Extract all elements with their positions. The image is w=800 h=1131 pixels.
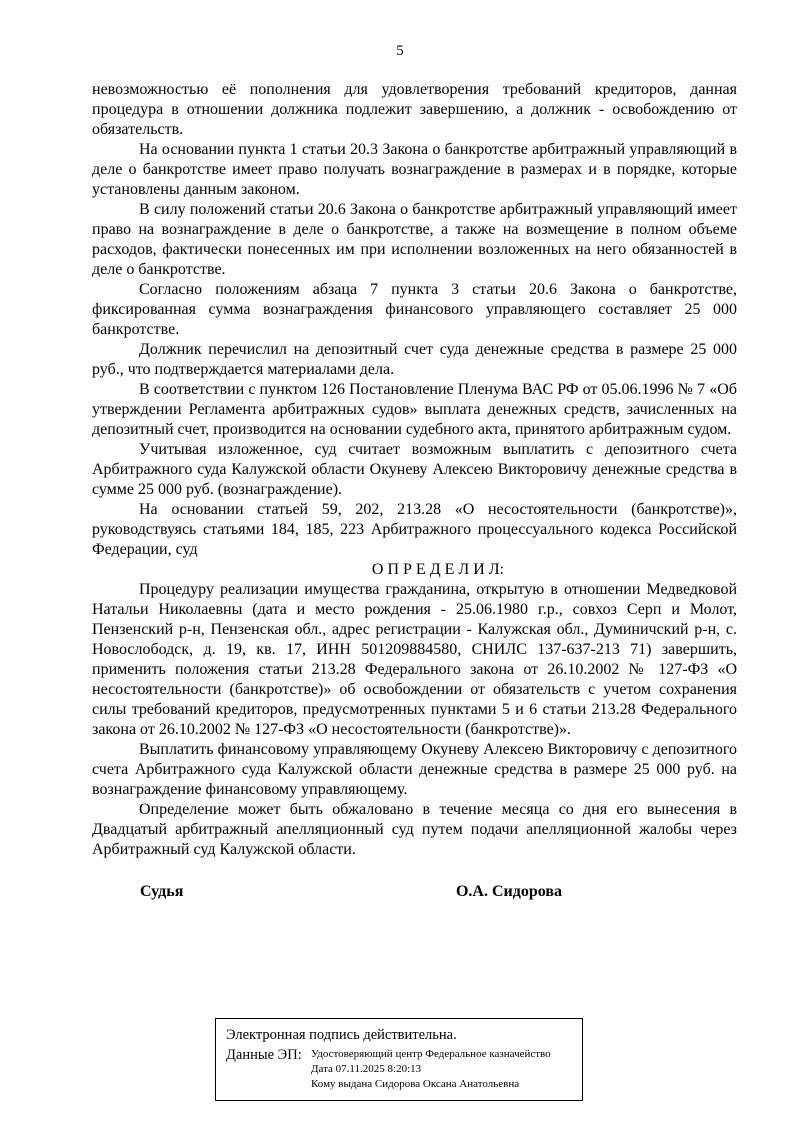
- stamp-detail-date: Дата 07.11.2025 8:20:13: [311, 1063, 422, 1075]
- paragraph: Процедуру реализации имущества гражданина, открытую в отношении Медведковой Натальи Николаевны (дата и место рождения - 25.06.1980 г.р., совхоз Серп и Молот, Пензенский р-н, Пензенская обл., адрес регистрации - Калужская обл., Думиничский р-н, с. Новослободск, д. 19, кв. 17, ИНН 501209884580, СНИЛС 137-637-213 71) завершить, применить положения статьи 213.28 Федерального закона от 26.10.2002 № 127-ФЗ «О несостоятельности (банкротстве)» об освобождении от обязательств с учетом сохранения силы требований кредиторов, предусмотренных пунктами 5 и 6 статьи 213.28 Федерального закона от 26.10.2002 № 127-ФЗ «О несостоятельности (банкротстве)».: [92, 581, 737, 738]
- stamp-detail-issued-to: Кому выдана Сидорова Оксана Анатольевна: [311, 1078, 520, 1090]
- stamp-details: [311, 1047, 551, 1092]
- paragraph: Определение может быть обжаловано в течение месяца со дня его вынесения в Двадцатый арбитражный апелляционный суд путем подачи апелляционной жалобы через Арбитражный суд Калужской области.: [92, 801, 737, 858]
- ruling-heading: О П Р Е Д Е Л И Л:: [371, 561, 505, 578]
- paragraph: Должник перечислил на депозитный счет суда денежные средства в размере 25 000 руб., что подтверждается материалами дела.: [92, 341, 737, 378]
- page-number: 5: [396, 43, 404, 59]
- stamp-data-label: Данные ЭП:: [226, 1047, 302, 1063]
- paragraph: На основании пункта 1 статьи 20.3 Закона о банкротстве арбитражный управляющий в деле о банкротстве имеет право получать вознаграждение в размерах и в порядке, которые установлены данным законом.: [92, 141, 737, 198]
- paragraph: В силу положений статьи 20.6 Закона о банкротстве арбитражный управляющий имеет право на вознаграждение в деле о банкротстве, а также на возмещение в полном объеме расходов, фактически понесенных им при исполнении возложенных на него обязанностей в деле о банкротстве.: [92, 201, 737, 278]
- paragraph: Выплатить финансовому управляющему Окуневу Алексею Викторовичу с депозитного счета Арбитражного суда Калужской области денежные средства в размере 25 000 руб. на вознаграждение финансовому управляющему.: [92, 741, 737, 798]
- electronic-signature-stamp: [215, 1018, 583, 1101]
- paragraph: Учитывая изложенное, суд считает возможным выплатить с депозитного счета Арбитражного суда Калужской области Окуневу Алексею Викторовичу денежные средства в сумме 25 000 руб. (вознаграждение).: [92, 441, 737, 498]
- paragraph: На основании статьей 59, 202, 213.28 «О несостоятельности (банкротстве)», руководствуясь статьями 184, 185, 223 Арбитражного процессуального кодекса Российской Федерации, суд: [92, 501, 737, 558]
- stamp-data-row: [226, 1047, 572, 1092]
- paragraph: В соответствии с пунктом 126 Постановление Пленума ВАС РФ от 05.06.1996 № 7 «Об утверждении Регламента арбитражных судов» выплата денежных средств, зачисленных на депозитный счет, производится на основании судебного акта, принятого арбитражным судом.: [92, 381, 737, 438]
- judge-label: Судья: [140, 883, 184, 900]
- document-body: [92, 80, 737, 902]
- signature-row: [92, 882, 737, 902]
- stamp-detail-certifying-center: Удостоверяющий центр Федеральное казначейство: [311, 1048, 551, 1060]
- stamp-validity-line: Электронная подпись действительна.: [226, 1027, 457, 1043]
- judge-name: О.А. Сидорова: [455, 883, 562, 900]
- paragraph: невозможностью её пополнения для удовлетворения требований кредиторов, данная процедура в отношении должника подлежит завершению, а должник - освобождению от обязательств.: [92, 81, 737, 138]
- paragraph: Согласно положениям абзаца 7 пункта 3 статьи 20.6 Закона о банкротстве, фиксированная сумма вознаграждения финансового управляющего составляет 25 000 банкротстве.: [92, 281, 737, 338]
